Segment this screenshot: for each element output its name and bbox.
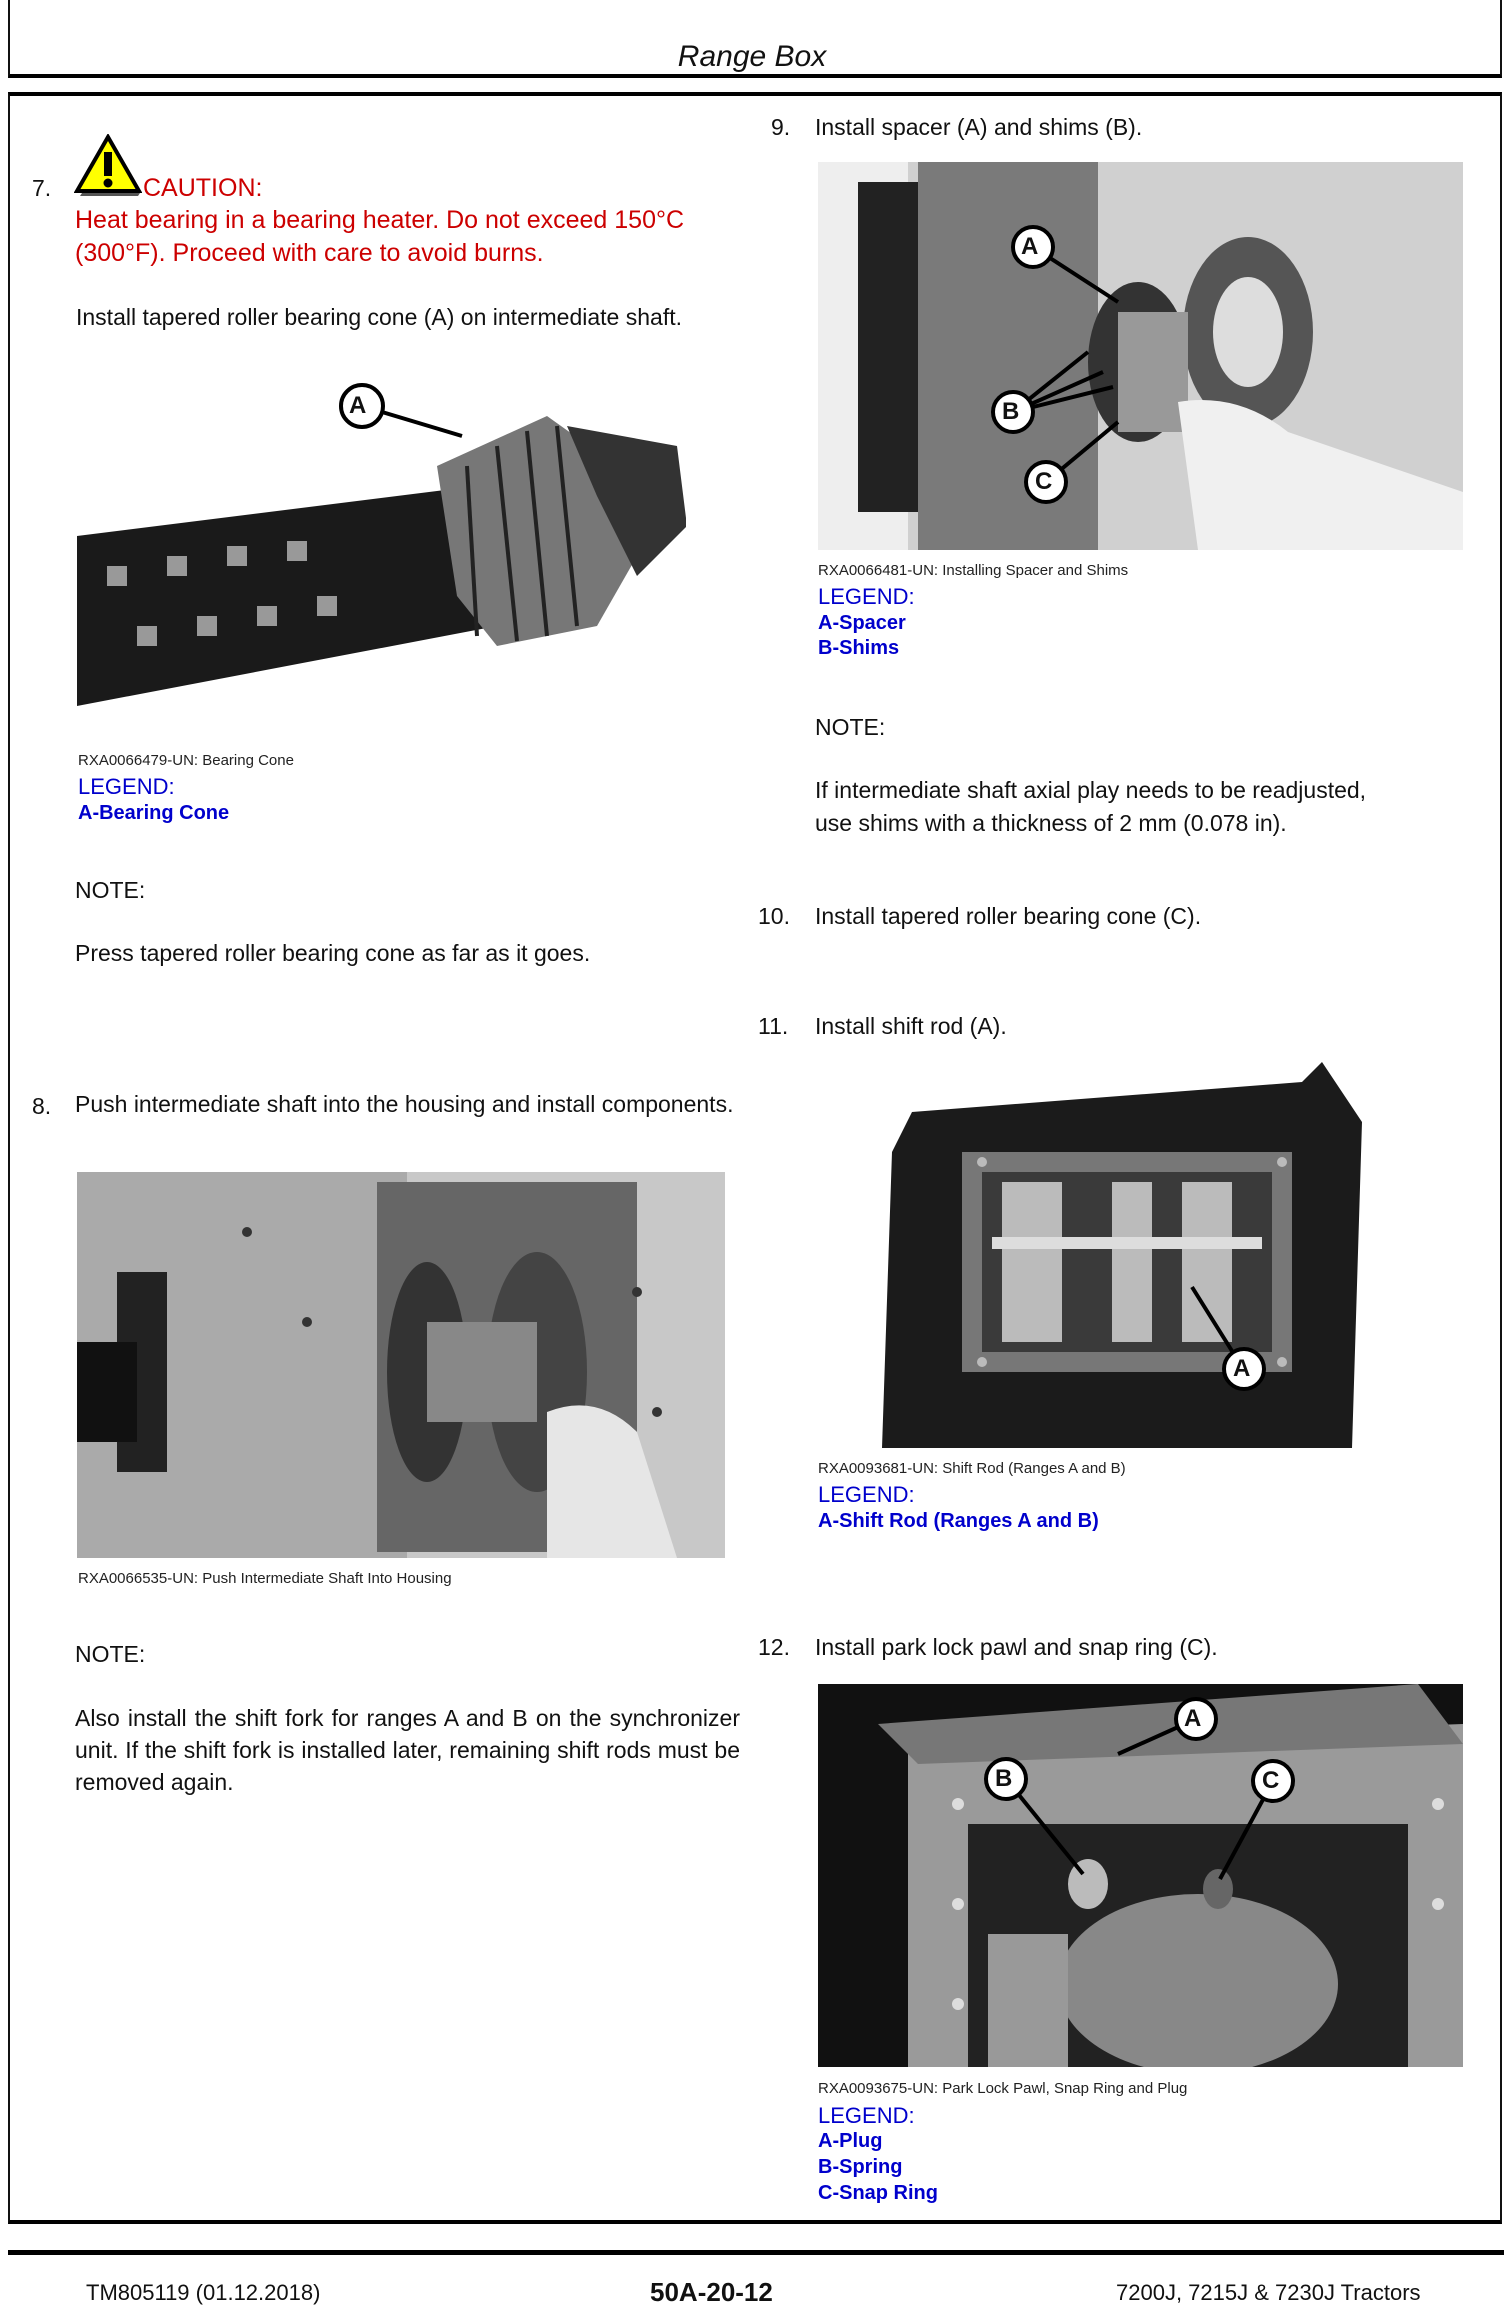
footer-divider <box>8 2250 1504 2255</box>
legend-item: A-Shift Rod (Ranges A and B) <box>818 1510 1099 1532</box>
step-9-instruction: Install spacer (A) and shims (B). <box>815 114 1143 140</box>
legend-label: LEGEND: <box>78 774 175 799</box>
step-7-instruction: Install tapered roller bearing cone (A) on intermediate shaft. <box>76 304 682 330</box>
figure-caption: RXA0093675-UN: Park Lock Pawl, Snap Ring and Plug <box>818 2080 1188 2097</box>
figure-spacer-shims <box>818 162 1463 550</box>
footer-page-number: 50A-20-12 <box>650 2277 773 2307</box>
step-11-number: 11. <box>758 1013 789 1039</box>
figure-push-shaft <box>77 1172 725 1558</box>
callout-a: A <box>349 392 367 419</box>
callout-b: B <box>1002 398 1020 425</box>
legend-label: LEGEND: <box>818 1482 915 1507</box>
legend-item: A-Plug <box>818 2130 883 2152</box>
note-text: Also install the shift fork for ranges A and B on the synchronizer unit. If the shift fork is installed later, remaining shift rods must be removed again. <box>75 1705 740 1795</box>
figure-caption: RXA0066535-UN: Push Intermediate Shaft Into Housing <box>78 1570 452 1587</box>
step-10-instruction: Install tapered roller bearing cone (C). <box>815 903 1202 929</box>
legend-item: B-Spring <box>818 2156 903 2178</box>
figure-shift-rod <box>882 1062 1383 1448</box>
callout-c: C <box>1262 1767 1280 1794</box>
caution-text-line2: (300°F). Proceed with care to avoid burns. <box>75 239 544 267</box>
step-8-number: 8. <box>32 1093 52 1119</box>
note-label: NOTE: <box>75 877 146 903</box>
page-title: Range Box <box>677 40 827 73</box>
step-9-number: 9. <box>771 114 791 140</box>
legend-item: A-Bearing Cone <box>78 802 230 824</box>
note-text: Press tapered roller bearing cone as far as it goes. <box>75 940 591 966</box>
callout-c: C <box>1035 468 1053 495</box>
figure-caption: RXA0066479-UN: Bearing Cone <box>78 752 294 769</box>
note-text-line2: use shims with a thickness of 2 mm (0.078 in). <box>815 810 1287 836</box>
note-text-line1: If intermediate shaft axial play needs to be readjusted, <box>815 777 1367 803</box>
caution-label: CAUTION: <box>143 174 263 202</box>
callout-b: B <box>995 1765 1013 1792</box>
callout-a: A <box>1184 1705 1202 1732</box>
note-label: NOTE: <box>815 714 886 740</box>
caution-text-line1: Heat bearing in a bearing heater. Do not exceed 150°C <box>75 206 685 234</box>
figure-caption: RXA0066481-UN: Installing Spacer and Shims <box>818 562 1129 579</box>
legend-item: B-Shims <box>818 637 900 659</box>
warning-icon <box>74 134 142 196</box>
figure-bearing-cone <box>77 376 686 718</box>
step-12-number: 12. <box>758 1634 790 1660</box>
footer-models: 7200J, 7215J & 7230J Tractors <box>1116 2280 1421 2305</box>
step-7-number: 7. <box>32 175 52 201</box>
legend-item: C-Snap Ring <box>818 2182 938 2204</box>
step-12-instruction: Install park lock pawl and snap ring (C). <box>815 1634 1218 1660</box>
note-label: NOTE: <box>75 1641 146 1667</box>
footer-doc-id: TM805119 (01.12.2018) <box>86 2280 321 2305</box>
legend-label: LEGEND: <box>818 2103 915 2128</box>
legend-item: A-Spacer <box>818 612 906 634</box>
legend-label: LEGEND: <box>818 584 915 609</box>
callout-a: A <box>1233 1355 1251 1382</box>
figure-caption: RXA0093681-UN: Shift Rod (Ranges A and B) <box>818 1460 1126 1477</box>
step-10-number: 10. <box>758 903 790 929</box>
step-8-instruction: Push intermediate shaft into the housing and install components. <box>75 1091 734 1117</box>
step-11-instruction: Install shift rod (A). <box>815 1013 1007 1039</box>
figure-park-lock-pawl <box>818 1684 1463 2067</box>
callout-a: A <box>1021 233 1039 260</box>
